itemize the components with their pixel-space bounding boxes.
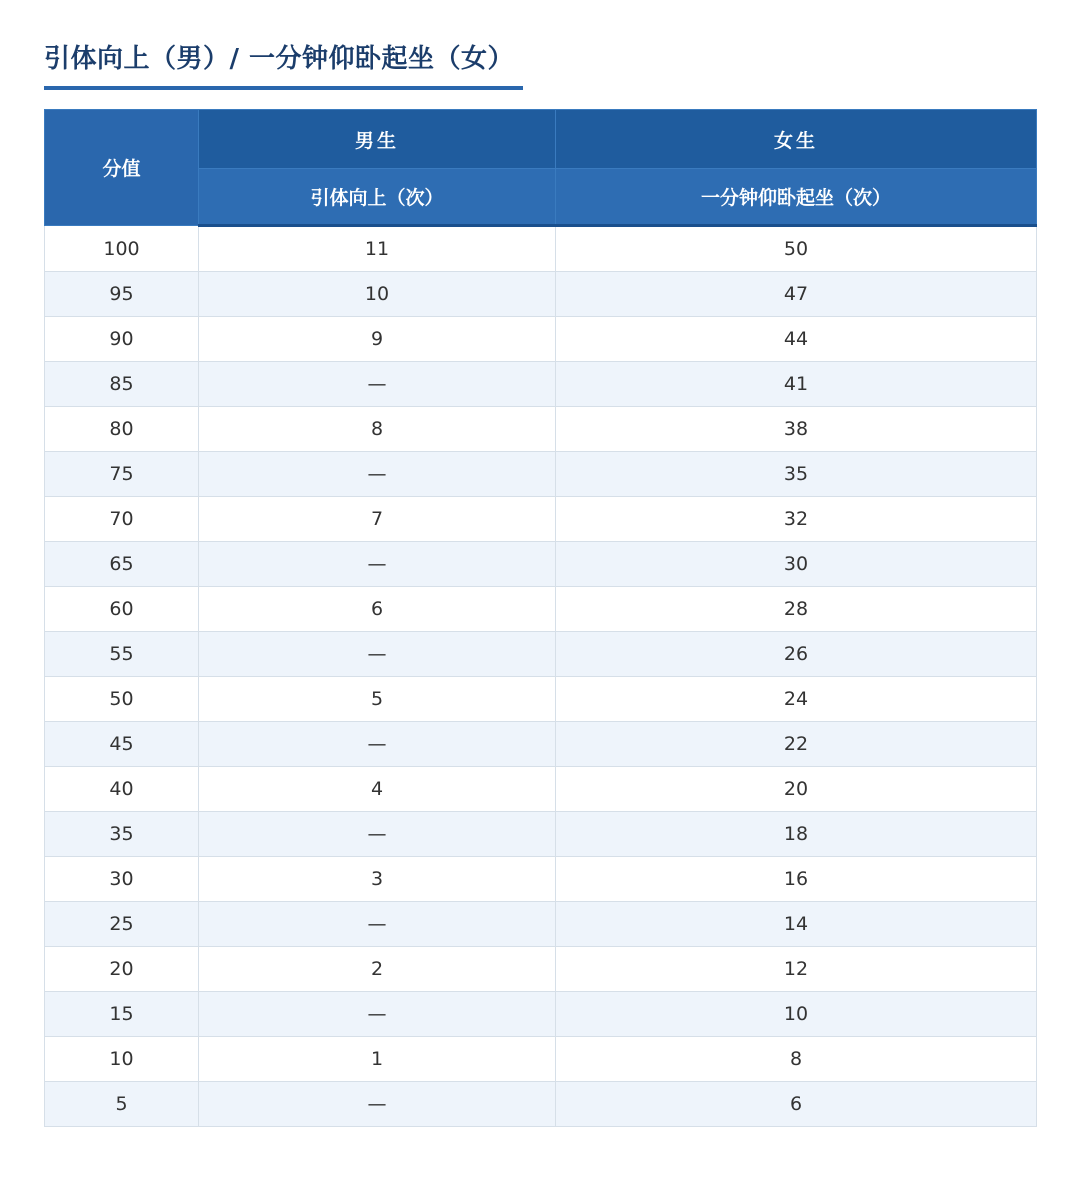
- cell-female-situps: 22: [556, 722, 1037, 767]
- cell-score: 55: [45, 632, 199, 677]
- cell-female-situps: 44: [556, 317, 1037, 362]
- cell-female-situps: 41: [556, 362, 1037, 407]
- page-header: [44, 36, 523, 90]
- table-row: [45, 632, 1037, 677]
- table-row: [45, 452, 1037, 497]
- table-row: [45, 497, 1037, 542]
- cell-female-situps: 16: [556, 857, 1037, 902]
- cell-female-situps: 20: [556, 767, 1037, 812]
- cell-score: 80: [45, 407, 199, 452]
- table-row: [45, 857, 1037, 902]
- table-row: [45, 317, 1037, 362]
- table-row: [45, 767, 1037, 812]
- cell-score: 75: [45, 452, 199, 497]
- cell-male-pullups: 10: [199, 272, 556, 317]
- cell-female-situps: 14: [556, 902, 1037, 947]
- table-row: [45, 362, 1037, 407]
- cell-female-situps: 24: [556, 677, 1037, 722]
- header-male-item: 引体向上（次）: [199, 169, 556, 226]
- cell-male-pullups: —: [199, 542, 556, 587]
- cell-male-pullups: —: [199, 992, 556, 1037]
- cell-male-pullups: —: [199, 362, 556, 407]
- header-female: 女生: [556, 110, 1037, 169]
- cell-female-situps: 50: [556, 226, 1037, 272]
- table-row: [45, 226, 1037, 272]
- cell-score: 35: [45, 812, 199, 857]
- cell-score: 65: [45, 542, 199, 587]
- table-row: [45, 992, 1037, 1037]
- table-row: [45, 272, 1037, 317]
- cell-score: 90: [45, 317, 199, 362]
- cell-female-situps: 47: [556, 272, 1037, 317]
- cell-male-pullups: —: [199, 632, 556, 677]
- cell-male-pullups: 2: [199, 947, 556, 992]
- cell-male-pullups: —: [199, 1082, 556, 1127]
- table-row: [45, 902, 1037, 947]
- table-row: [45, 947, 1037, 992]
- table-body: [45, 226, 1037, 1127]
- cell-female-situps: 12: [556, 947, 1037, 992]
- table-row: [45, 542, 1037, 587]
- score-table: [44, 109, 1037, 1127]
- cell-male-pullups: —: [199, 452, 556, 497]
- cell-male-pullups: 5: [199, 677, 556, 722]
- cell-score: 45: [45, 722, 199, 767]
- table-row: [45, 1037, 1037, 1082]
- cell-male-pullups: 3: [199, 857, 556, 902]
- cell-score: 70: [45, 497, 199, 542]
- cell-female-situps: 32: [556, 497, 1037, 542]
- table-row: [45, 722, 1037, 767]
- cell-male-pullups: 4: [199, 767, 556, 812]
- cell-score: 5: [45, 1082, 199, 1127]
- cell-male-pullups: 9: [199, 317, 556, 362]
- header-row-group: [45, 110, 1037, 169]
- header-score: 分值: [45, 110, 199, 226]
- cell-female-situps: 38: [556, 407, 1037, 452]
- cell-male-pullups: 7: [199, 497, 556, 542]
- cell-male-pullups: 8: [199, 407, 556, 452]
- header-male: 男生: [199, 110, 556, 169]
- cell-score: 20: [45, 947, 199, 992]
- table-header: [45, 110, 1037, 226]
- cell-female-situps: 18: [556, 812, 1037, 857]
- cell-female-situps: 8: [556, 1037, 1037, 1082]
- cell-male-pullups: 11: [199, 226, 556, 272]
- cell-score: 95: [45, 272, 199, 317]
- header-female-item: 一分钟仰卧起坐（次）: [556, 169, 1037, 226]
- cell-score: 100: [45, 226, 199, 272]
- cell-female-situps: 30: [556, 542, 1037, 587]
- cell-male-pullups: —: [199, 902, 556, 947]
- cell-female-situps: 35: [556, 452, 1037, 497]
- cell-score: 40: [45, 767, 199, 812]
- cell-female-situps: 10: [556, 992, 1037, 1037]
- table-row: [45, 812, 1037, 857]
- cell-score: 85: [45, 362, 199, 407]
- cell-score: 15: [45, 992, 199, 1037]
- page-title: 引体向上（男）/ 一分钟仰卧起坐（女）: [44, 44, 515, 74]
- cell-score: 60: [45, 587, 199, 632]
- cell-female-situps: 28: [556, 587, 1037, 632]
- cell-score: 25: [45, 902, 199, 947]
- cell-score: 30: [45, 857, 199, 902]
- title-underline: [44, 86, 523, 90]
- cell-female-situps: 26: [556, 632, 1037, 677]
- table-row: [45, 1082, 1037, 1127]
- cell-score: 10: [45, 1037, 199, 1082]
- cell-male-pullups: 1: [199, 1037, 556, 1082]
- table-row: [45, 407, 1037, 452]
- cell-male-pullups: 6: [199, 587, 556, 632]
- table-row: [45, 677, 1037, 722]
- cell-male-pullups: —: [199, 722, 556, 767]
- cell-male-pullups: —: [199, 812, 556, 857]
- cell-score: 50: [45, 677, 199, 722]
- cell-female-situps: 6: [556, 1082, 1037, 1127]
- table-row: [45, 587, 1037, 632]
